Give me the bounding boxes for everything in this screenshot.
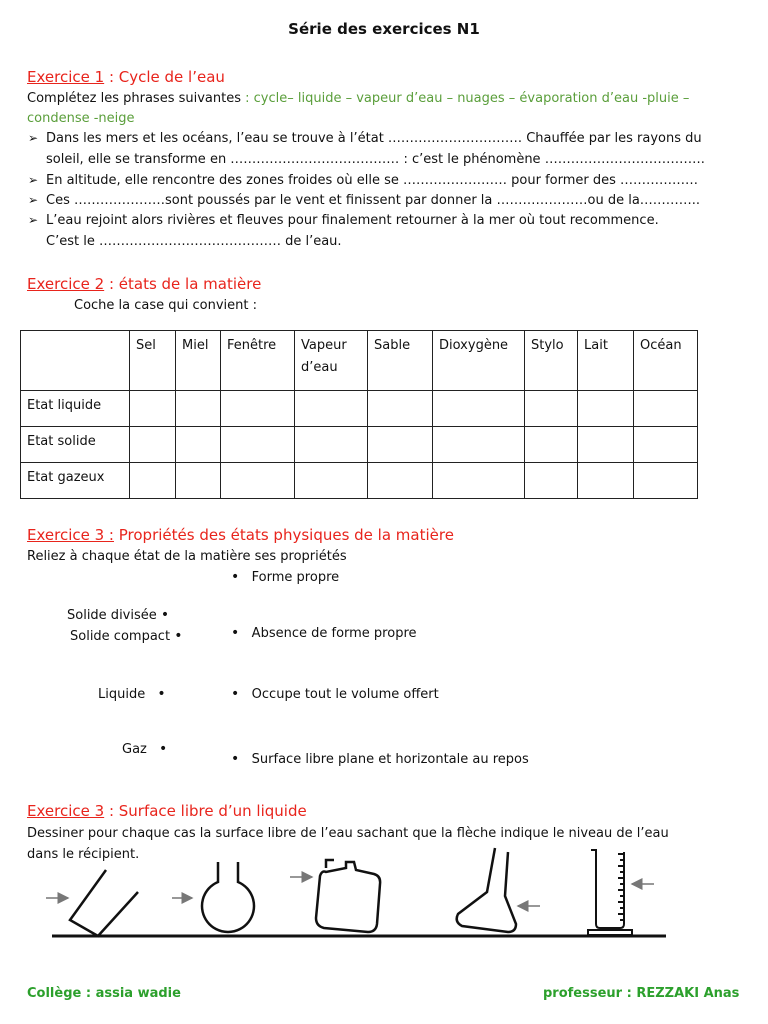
checkbox-cell[interactable] [176, 463, 221, 499]
state-label: Liquide [98, 687, 146, 702]
exercise-3-title-text: Propriétés des états physiques de la matière [113, 526, 454, 544]
checkbox-cell[interactable] [130, 391, 176, 427]
exercise-1-sentence-1b: soleil, elle se transforme en ………………………………… : c’est le phénomène ………………………………. [46, 152, 705, 167]
checkbox-cell[interactable] [176, 427, 221, 463]
exercise-4-title-text: : Surface libre d’un liquide [104, 802, 307, 820]
arrow-bullet-icon: ➢ [28, 131, 39, 145]
checkbox-cell[interactable] [525, 463, 578, 499]
table-row [21, 427, 698, 463]
connection-dot: • [159, 741, 168, 757]
checkbox-cell[interactable] [525, 391, 578, 427]
footer-school: Collège : assia wadie [27, 986, 181, 1001]
checkbox-cell[interactable] [433, 463, 525, 499]
exercise-3-label: Exercice 3 : [27, 526, 114, 544]
checkbox-cell[interactable] [130, 463, 176, 499]
page-title: Série des exercices N1 [288, 20, 480, 38]
instruction-text: Complétez les phrases suivantes [27, 91, 241, 106]
exercise-2-instruction: Coche la case qui convient : [74, 298, 258, 313]
checkbox-cell[interactable] [634, 427, 698, 463]
exercise-2-label: Exercice 2 [27, 275, 105, 293]
graduated-cylinder-icon [588, 850, 632, 935]
property-label: Absence de forme propre [251, 626, 417, 641]
row-header: Etat liquide [21, 391, 130, 427]
state-liquide[interactable] [98, 684, 166, 705]
round-flask-icon [202, 862, 254, 932]
connection-dot: • [231, 751, 240, 767]
state-solide-compact[interactable] [70, 626, 182, 647]
checkbox-cell[interactable] [634, 463, 698, 499]
exercise-4-label: Exercice 3 [27, 802, 105, 820]
tilted-erlenmeyer-icon [457, 848, 516, 932]
exercise-4-instruction-1: Dessiner pour chaque cas la surface libre de l’eau sachant que la flèche indique le niveau de l’eau [27, 826, 669, 841]
word-bank: : cycle– liquide – vapeur d’eau – nuages – évaporation d’eau -pluie – [241, 91, 690, 106]
checkbox-cell[interactable] [433, 427, 525, 463]
table-header-row [21, 331, 698, 391]
arrow-bullet-icon: ➢ [28, 213, 39, 227]
exercise-1-title-text: : Cycle de l’eau [104, 68, 225, 86]
checkbox-cell[interactable] [578, 427, 634, 463]
arrow-bullet-icon: ➢ [28, 193, 39, 207]
exercise-4-instruction-2: dans le récipient. [27, 847, 140, 862]
exercise-2-title-text: : états de la matière [104, 275, 262, 293]
connection-dot: • [174, 628, 183, 644]
checkbox-cell[interactable] [368, 391, 433, 427]
tilted-beaker-icon [70, 870, 138, 936]
column-header: Océan [634, 331, 698, 391]
column-header: Vapeur d’eau [295, 331, 368, 391]
property-volume-offert[interactable] [231, 684, 439, 705]
column-header: Dioxygène [433, 331, 525, 391]
table-row [21, 391, 698, 427]
exercise-1-sentence-4a: L’eau rejoint alors rivières et fleuves pour finalement retourner à la mer où tout recommence. [46, 213, 659, 228]
property-label: Occupe tout le volume offert [251, 687, 439, 702]
table-row [21, 463, 698, 499]
property-absence-forme[interactable] [231, 623, 417, 644]
state-label: Gaz [122, 742, 147, 757]
checkbox-cell[interactable] [130, 427, 176, 463]
containers-drawing [0, 840, 768, 950]
connection-dot: • [231, 625, 240, 641]
checkbox-cell[interactable] [221, 391, 295, 427]
property-label: Forme propre [251, 570, 340, 585]
exercise-1-sentence-4b: C’est le …………………………………… de l’eau. [46, 234, 342, 249]
connection-dot: • [231, 686, 240, 702]
checkbox-cell[interactable] [295, 391, 368, 427]
property-surface-libre[interactable] [231, 749, 529, 770]
checkbox-cell[interactable] [368, 427, 433, 463]
table-corner-cell [21, 331, 130, 391]
column-header: Lait [578, 331, 634, 391]
checkbox-cell[interactable] [634, 391, 698, 427]
row-header: Etat solide [21, 427, 130, 463]
exercise-3-instruction: Reliez à chaque état de la matière ses propriétés [27, 549, 347, 564]
connection-dot: • [231, 569, 240, 585]
footer-teacher: professeur : REZZAKI Anas [543, 986, 740, 1001]
state-solide-divisee[interactable] [67, 605, 169, 626]
column-header: Stylo [525, 331, 578, 391]
row-header: Etat gazeux [21, 463, 130, 499]
property-label: Surface libre plane et horizontale au repos [251, 752, 529, 767]
connection-dot: • [160, 607, 170, 623]
property-forme-propre[interactable] [231, 567, 339, 588]
states-table [20, 330, 698, 499]
exercise-1-sentence-2: En altitude, elle rencontre des zones froides où elle se …………………… pour former des ……………… [46, 173, 699, 188]
checkbox-cell[interactable] [295, 463, 368, 499]
checkbox-cell[interactable] [221, 463, 295, 499]
exercise-1-label: Exercice 1 [27, 68, 105, 86]
checkbox-cell[interactable] [433, 391, 525, 427]
exercise-1-sentence-3: Ces …………………sont poussés par le vent et finissent par donner la …………………ou de la………….. [46, 193, 701, 208]
checkbox-cell[interactable] [295, 427, 368, 463]
column-header: Sel [130, 331, 176, 391]
column-header: Sable [368, 331, 433, 391]
state-label: Solide compact [70, 629, 171, 644]
state-label: Solide divisée [67, 608, 157, 623]
state-gaz[interactable] [122, 739, 167, 760]
exercise-1-title [27, 68, 225, 86]
checkbox-cell[interactable] [221, 427, 295, 463]
checkbox-cell[interactable] [578, 463, 634, 499]
column-header: Fenêtre [221, 331, 295, 391]
exercise-1-instruction [27, 89, 689, 109]
word-bank-continued: condense -neige [27, 111, 135, 126]
checkbox-cell[interactable] [578, 391, 634, 427]
column-header: Miel [176, 331, 221, 391]
tilted-bottle-icon [316, 860, 380, 932]
exercise-4-title [27, 802, 307, 820]
arrow-bullet-icon: ➢ [28, 173, 39, 187]
checkbox-cell[interactable] [368, 463, 433, 499]
checkbox-cell[interactable] [525, 427, 578, 463]
checkbox-cell[interactable] [176, 391, 221, 427]
connection-dot: • [157, 686, 166, 702]
exercise-1-sentence-1a: Dans les mers et les océans, l’eau se trouve à l’état …………………………. Chauffée par les rayons du [46, 131, 702, 146]
exercise-2-title [27, 275, 261, 293]
exercise-3-title [27, 526, 454, 544]
